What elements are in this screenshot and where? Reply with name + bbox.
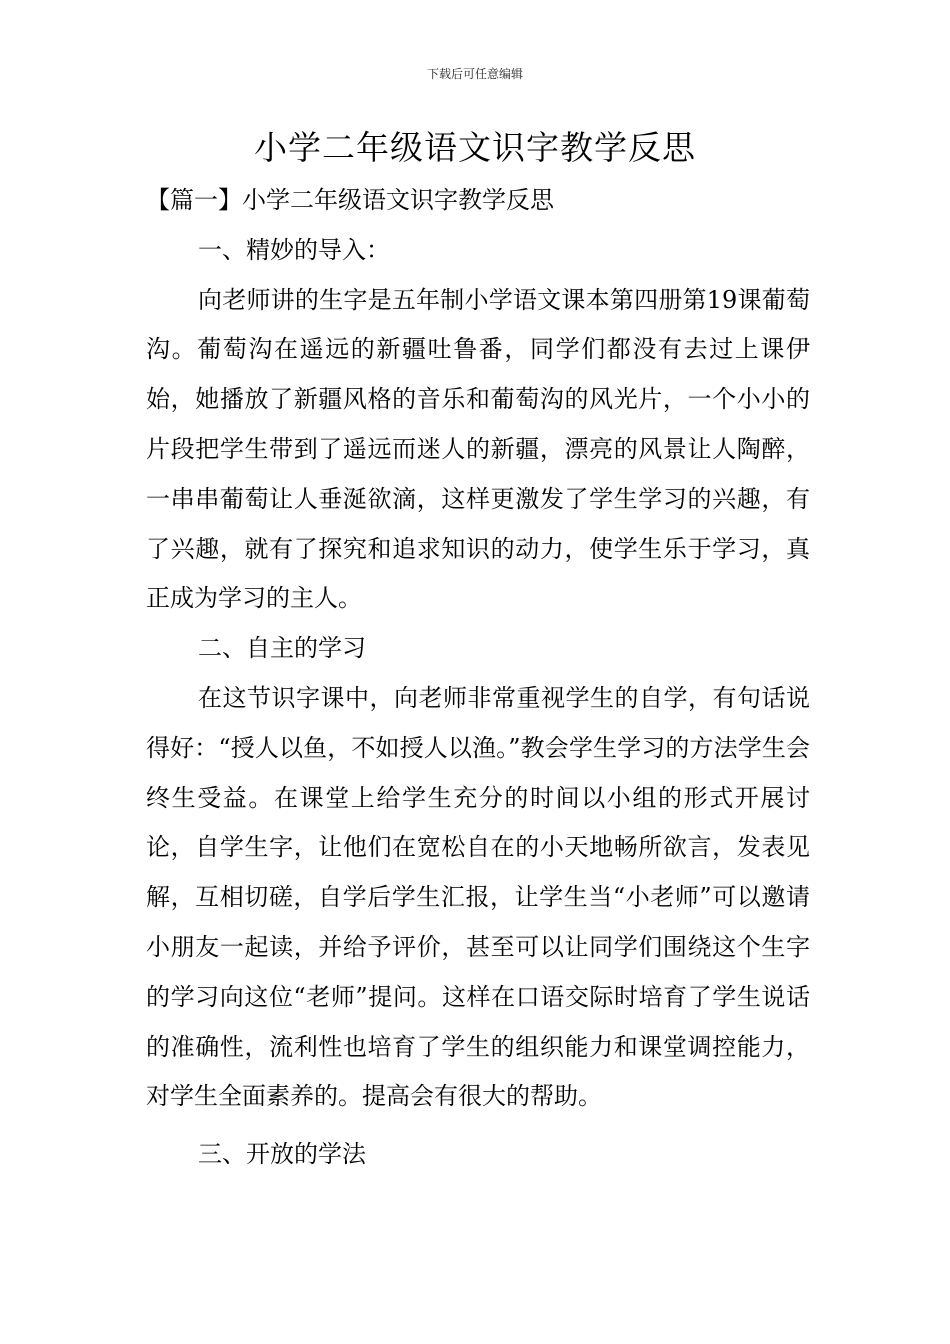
- section-heading-3: 三、开放的学法: [198, 1140, 366, 1169]
- section-heading-2: 二、自主的学习: [198, 634, 366, 663]
- section-paragraph-1: 向老师讲的生字是五年制小学语文课本第四册第19课葡萄沟。葡萄沟在遥远的新疆吐鲁番，同学们都没有去过上课伊始，她播放了新疆风格的音乐和葡萄沟的风光片，一个小小的片段把学生带到了遥远而迷人的新疆，漂亮的风景让人陶醉，一串串葡萄让人垂涎欲滴，这样更激发了学生学习的兴趣，有了兴趣，就有了探究和追求知识的动力，使学生乐于学习，真正成为学习的主人。: [146, 285, 810, 613]
- section-heading-1: 一、精妙的导入：: [198, 235, 390, 264]
- section-paragraph-2: 在这节识字课中，向老师非常重视学生的自学，有句话说得好：“授人以鱼，不如授人以渔。”教会学生学习的方法学生会终生受益。在课堂上给学生充分的时间以小组的形式开展讨论，自学生字，让他们在宽松自在的小天地畅所欲言，发表见解，互相切磋，自学后学生汇报，让学生当“小老师”可以邀请小朋友一起读，并给予评价，甚至可以让同学们围绕这个生字的学习向这位“老师”提问。这样在口语交际时培育了学生说话的准确性，流利性也培育了学生的组织能力和课堂调控能力，对学生全面素养的。提高会有很大的帮助。: [146, 683, 810, 1111]
- header-note: 下载后可任意编辑: [426, 67, 523, 81]
- document-title: 小学二年级语文识字教学反思: [254, 128, 696, 167]
- document-body: [146, 176, 810, 1180]
- article-subtitle: 【篇一】小学二年级语文识字教学反思: [146, 186, 554, 214]
